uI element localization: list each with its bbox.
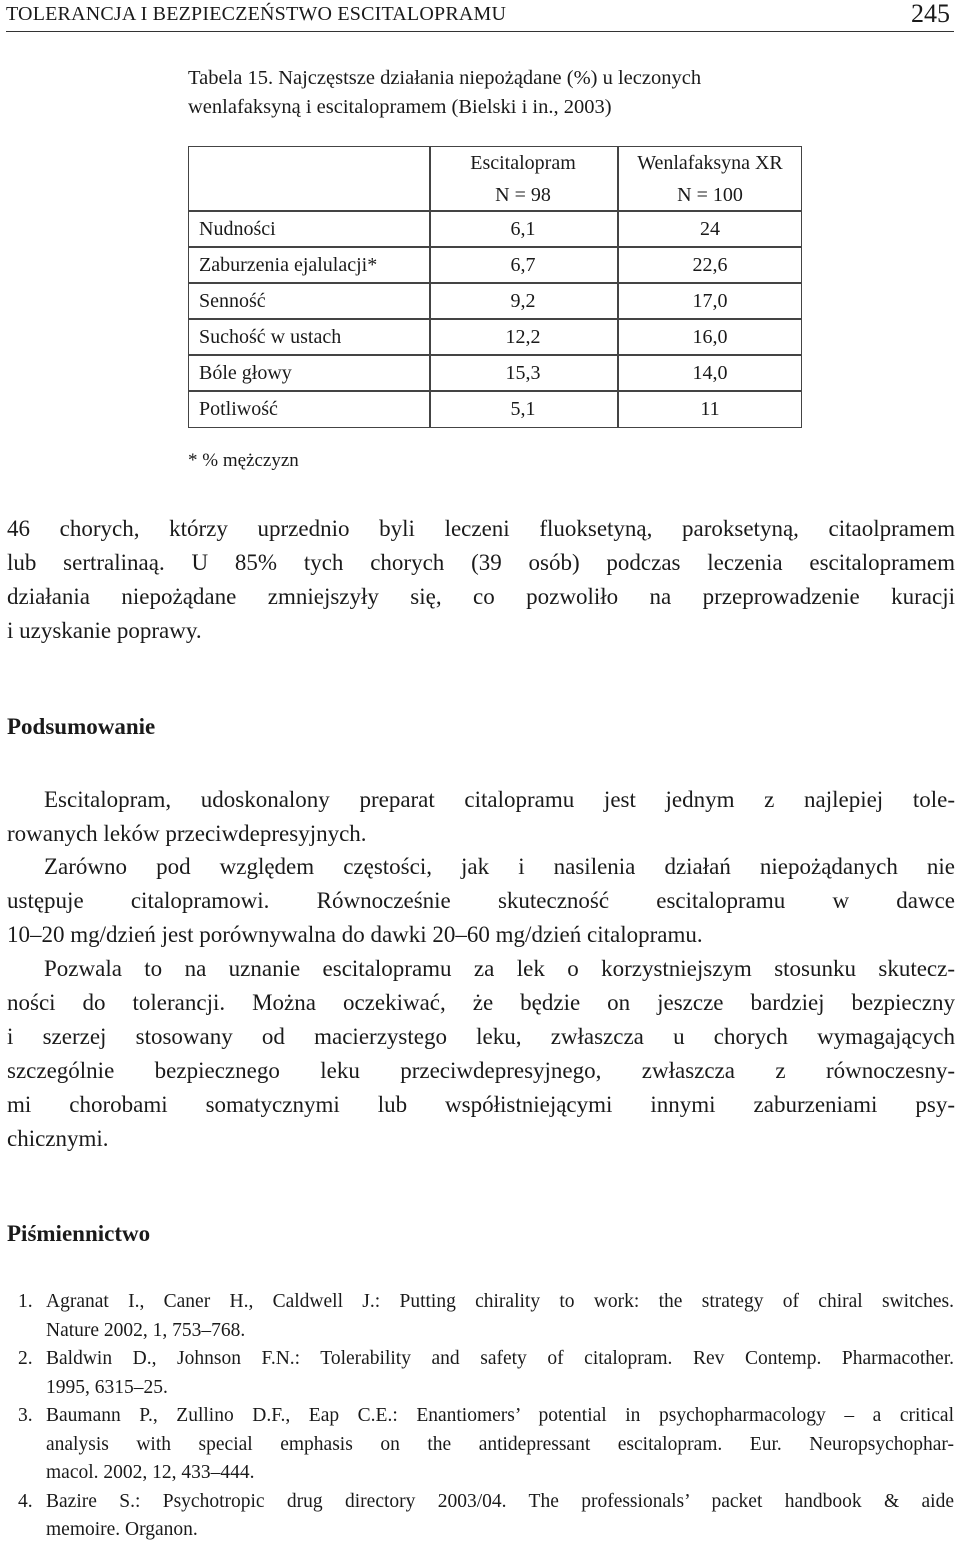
adverse-effects-table (188, 146, 802, 428)
cell-venlafaxine: 17,0 (692, 290, 728, 312)
cell-escitalopram: 5,1 (510, 398, 536, 420)
row-label: Bóle głowy (199, 362, 292, 384)
text-line: ności do tolerancji. Można oczekiwać, że będzie on jeszcze bardziej bezpieczny (7, 990, 955, 1015)
summary-paragraph-3 (7, 952, 955, 1156)
column-header-venlafaxine (617, 147, 803, 211)
table-caption-line: Tabela 15. Najczęstsze działania niepożądane (%) u leczonych (188, 67, 702, 89)
cell-escitalopram: 6,1 (510, 218, 536, 240)
table-caption (188, 64, 828, 122)
column-n: N = 98 (495, 184, 551, 206)
row-label: Senność (199, 290, 266, 312)
reference-line: Baumann P., Zullino D.F., Eap C.E.: Enantiomers’ potential in psychopharmacology – a critical (46, 1405, 954, 1426)
section-heading-summary: Podsumowanie (7, 714, 156, 739)
table-footnote: * % mężczyzn (188, 450, 299, 471)
column-name: Escitalopram (470, 152, 576, 174)
reference-line: macol. 2002, 12, 433–444. (46, 1462, 255, 1483)
row-label: Nudności (199, 218, 276, 240)
reference-line: Nature 2002, 1, 753–768. (46, 1319, 246, 1341)
table-caption-line: wenlafaksyną i escitalopramem (Bielski i in., 2003) (188, 96, 612, 118)
column-name: Wenlafaksyna XR (637, 152, 783, 174)
reference-item (18, 1288, 954, 1345)
row-label: Suchość w ustach (199, 326, 342, 348)
text-line: rowanych leków przeciwdepresyjnych. (7, 821, 367, 846)
text-line: Pozwala to na uznanie escitalopramu za lek o korzystniejszym stosunku skutecz- (44, 956, 955, 981)
running-head (6, 0, 954, 32)
text-line: 46 chorych, którzy uprzednio byli leczeni fluoksetyną, paroksetyną, citaolpramem (7, 516, 955, 541)
reference-line: Baldwin D., Johnson F.N.: Tolerability and safety of citalopram. Rev Contemp. Pharmacother. (46, 1348, 954, 1369)
cell-venlafaxine: 24 (700, 218, 720, 240)
text-line: lub sertralinaą. U 85% tych chorych (39 osób) podczas leczenia escitalopramem (7, 550, 955, 575)
reference-line: 1995, 6315–25. (46, 1376, 168, 1398)
page-number: 245 (911, 0, 950, 28)
reference-line: Bazire S.: Psychotropic drug directory 2003/04. The professionals’ packet handbook & aide (46, 1490, 954, 1512)
column-n: N = 100 (677, 184, 743, 206)
reference-number: 2. (18, 1348, 33, 1369)
column-header-escitalopram (429, 147, 617, 211)
text-line: Escitalopram, udoskonalony preparat citalopramu jest jednym z najlepiej tole- (44, 787, 955, 812)
cell-venlafaxine: 11 (700, 398, 720, 420)
cell-escitalopram: 12,2 (505, 326, 541, 348)
cell-venlafaxine: 14,0 (692, 362, 728, 384)
cell-venlafaxine: 16,0 (692, 326, 728, 348)
text-line: działania niepożądane zmniejszyły się, co pozwoliło na przeprowadzenie kuracji (7, 584, 955, 609)
text-line: Zarówno pod względem częstości, jak i nasilenia działań niepożądanych nie (44, 854, 955, 879)
reference-number: 1. (18, 1291, 33, 1312)
cell-escitalopram: 9,2 (510, 290, 536, 312)
reference-line: analysis with special emphasis on the antidepressant escitalopram. Eur. Neuropsychophar- (46, 1433, 954, 1455)
cell-escitalopram: 15,3 (505, 362, 541, 384)
text-line: szczególnie bezpiecznego leku przeciwdepresyjnego, zwłaszcza z równoczesny- (7, 1058, 955, 1083)
reference-item (18, 1345, 954, 1402)
reference-list (18, 1288, 954, 1545)
text-line: chicznymi. (7, 1126, 109, 1151)
reference-item (18, 1402, 954, 1488)
row-label: Potliwość (199, 398, 278, 420)
text-line: i szerzej stosowany od macierzystego leku, zwłaszcza u chorych wymagających (7, 1024, 955, 1049)
intro-paragraph (7, 512, 955, 648)
cell-escitalopram: 6,7 (510, 254, 536, 276)
cell-venlafaxine: 22,6 (692, 254, 728, 276)
reference-number: 4. (18, 1490, 33, 1512)
reference-item (18, 1488, 954, 1545)
text-line: i uzyskanie poprawy. (7, 618, 202, 643)
summary-paragraph-1 (7, 783, 955, 851)
reference-line: Agranat I., Caner H., Caldwell J.: Putting chirality to work: the strategy of chiral switches. (46, 1291, 954, 1312)
reference-line: memoire. Organon. (46, 1519, 198, 1540)
text-line: mi chorobami somatycznymi lub współistniejącymi innymi zaburzeniami psy- (7, 1092, 955, 1117)
running-title: TOLERANCJA I BEZPIECZEŃSTWO ESCITALOPRAMU (6, 3, 507, 25)
text-line: 10–20 mg/dzień jest porównywalna do dawki 20–60 mg/dzień citalopramu. (7, 922, 703, 947)
text-line: ustępuje citalopramowi. Równocześnie skuteczność escitalopramu w dawce (7, 888, 955, 913)
row-label: Zaburzenia ejalulacji* (199, 254, 378, 276)
reference-number: 3. (18, 1405, 33, 1426)
section-heading-references: Piśmiennictwo (7, 1221, 151, 1246)
summary-paragraph-2 (7, 850, 955, 952)
